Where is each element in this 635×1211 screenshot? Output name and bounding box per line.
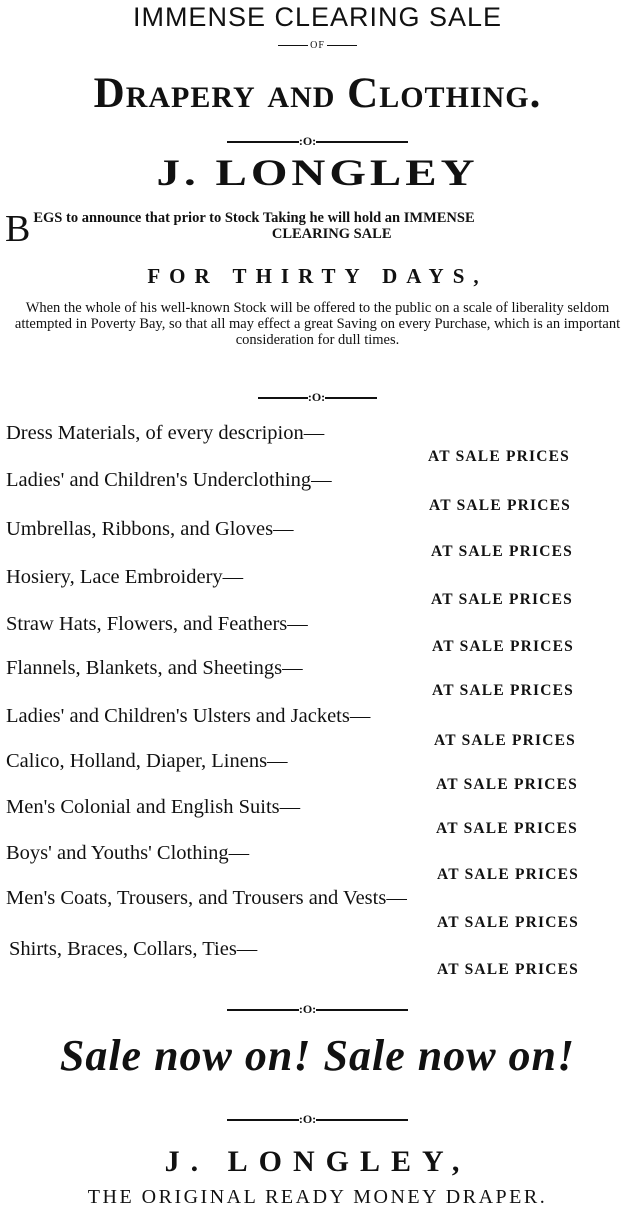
list-item-label: Straw Hats, Flowers, and Feathers— — [6, 613, 308, 635]
separator — [0, 1112, 635, 1127]
of-divider — [0, 40, 635, 51]
sale-price-tag: AT SALE PRICES — [436, 776, 578, 793]
sale-price-tag: AT SALE PRICES — [431, 543, 573, 560]
sale-price-tag: AT SALE PRICES — [437, 961, 579, 978]
rule-line — [227, 1009, 299, 1011]
list-item-label: Shirts, Braces, Collars, Ties— — [9, 938, 258, 960]
sale-price-tag: AT SALE PRICES — [429, 497, 571, 514]
list-item-label: Boys' and Youths' Clothing— — [6, 842, 250, 864]
intro-paragraph — [5, 208, 630, 250]
separator-mark: :O: — [298, 134, 317, 148]
intro-line-1: EGS to announce that prior to Stock Taking he will hold an IMMENSE — [33, 210, 475, 226]
list-item-label: Men's Coats, Trousers, and Trousers and Vests— — [6, 887, 407, 909]
list-item-label: Flannels, Blankets, and Sheetings— — [6, 657, 303, 679]
body-text: When the whole of his well-known Stock will be offered to the public on a scale of liberality seldom attempted in Poverty Bay, so that all may effect a great Saving on every Purchase, which is an important consideration for dull times. — [14, 300, 621, 349]
subtitle: Drapery and Clothing. — [93, 70, 542, 117]
separator — [0, 134, 635, 149]
rule-line — [258, 397, 308, 399]
separator-mark: :O: — [307, 390, 326, 404]
thirty-days-heading: FOR THIRTY DAYS, — [147, 264, 488, 288]
rule-line — [227, 141, 299, 143]
rule-line — [316, 1119, 408, 1121]
list-item-label: Ladies' and Children's Ulsters and Jackets— — [6, 705, 371, 727]
list-item-label: Calico, Holland, Diaper, Linens— — [6, 750, 288, 772]
footer-merchant-name: J. LONGLEY, — [164, 1145, 471, 1178]
headline: IMMENSE CLEARING SALE — [132, 2, 503, 32]
list-item-label: Ladies' and Children's Underclothing— — [6, 469, 332, 491]
rule-line — [316, 1009, 408, 1011]
list-item-label: Dress Materials, of every descripion— — [6, 422, 325, 444]
sale-price-tag: AT SALE PRICES — [432, 638, 574, 655]
separator — [0, 390, 635, 405]
rule-line — [325, 397, 377, 399]
sale-price-tag: AT SALE PRICES — [434, 732, 576, 749]
sale-price-tag: AT SALE PRICES — [436, 820, 578, 837]
sale-slogan: Sale now on! Sale now on! — [59, 1031, 576, 1080]
sale-price-tag: AT SALE PRICES — [428, 448, 570, 465]
separator — [0, 1002, 635, 1017]
list-item-label: Hosiery, Lace Embroidery— — [6, 566, 244, 588]
rule-line — [327, 45, 357, 46]
separator-mark: :O: — [298, 1112, 317, 1126]
list-item-label: Men's Colonial and English Suits— — [6, 796, 301, 818]
merchant-name-banner: J. LONGLEY — [156, 153, 479, 194]
sale-price-tag: AT SALE PRICES — [432, 682, 574, 699]
separator-mark: :O: — [298, 1002, 317, 1016]
drop-cap: B — [5, 208, 31, 250]
rule-line — [278, 45, 308, 46]
of-text: OF — [310, 40, 325, 51]
sale-price-tag: AT SALE PRICES — [431, 591, 573, 608]
rule-line — [227, 1119, 299, 1121]
intro-line-2: CLEARING SALE — [271, 226, 392, 242]
body-paragraph — [0, 300, 635, 349]
sale-price-tag: AT SALE PRICES — [437, 866, 579, 883]
footer-tagline: THE ORIGINAL READY MONEY DRAPER. — [87, 1186, 548, 1208]
rule-line — [316, 141, 408, 143]
list-item-label: Umbrellas, Ribbons, and Gloves— — [6, 518, 294, 540]
sale-price-tag: AT SALE PRICES — [437, 914, 579, 931]
